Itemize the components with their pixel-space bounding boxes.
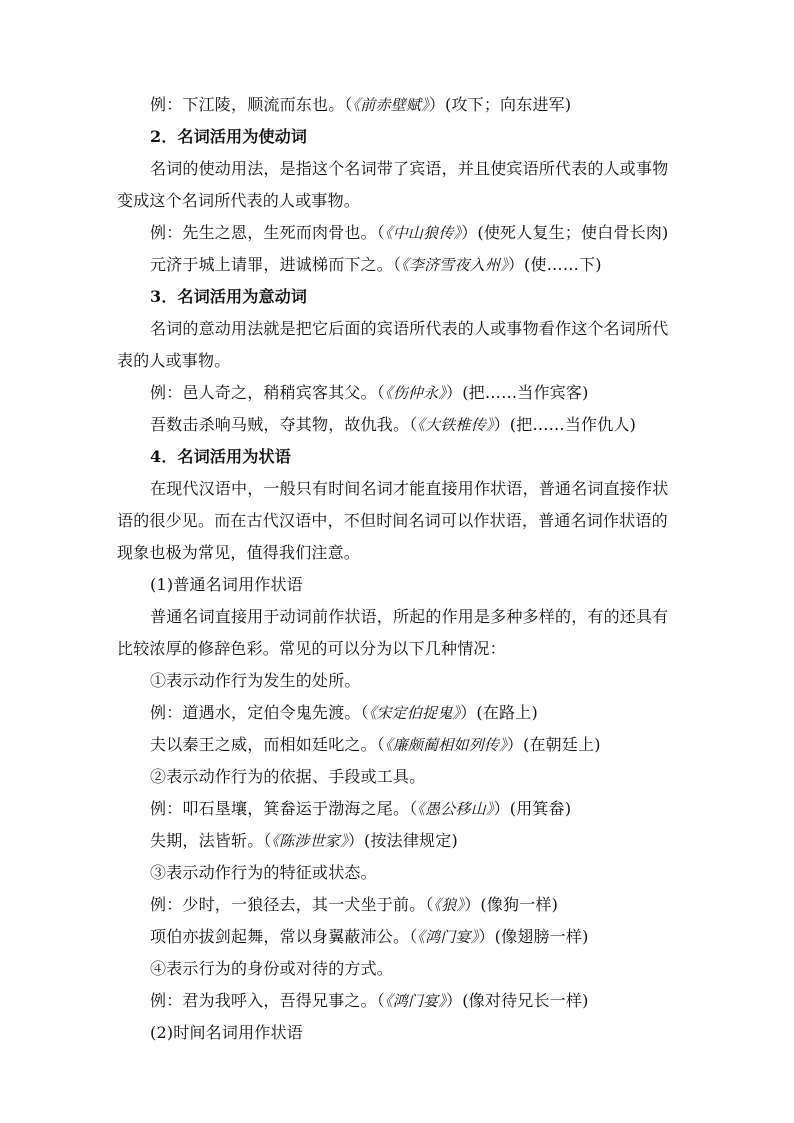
example-line: 元济于城上请罪，进诚梯而下之。（《李济雪夜入州》）(使……下) xyxy=(150,255,602,274)
example-line: 夫以秦王之威，而相如廷叱之。（《廉颇蔺相如列传》）(在朝廷上) xyxy=(150,735,601,754)
paragraph-line: 在现代汉语中，一般只有时间名词才能直接用作状语，普通名词直接作状 xyxy=(150,479,669,498)
book-title: 《狼》 xyxy=(433,896,465,914)
book-title: 《中山狼传》 xyxy=(385,224,462,242)
book-title: 《陈涉世家》 xyxy=(271,832,348,850)
example-line: 例：道遇水，定伯令鬼先渡。（《宋定伯捉鬼》）(在路上) xyxy=(150,703,538,722)
example-line: 例：少时，一狼径去，其一犬坐于前。（《狼》）(像狗一样) xyxy=(150,895,559,914)
book-title: 《前赤壁赋》 xyxy=(352,96,429,114)
example-line: 例：君为我呼入，吾得兄事之。（《鸿门宴》）(像对待兄长一样) xyxy=(150,991,589,1010)
book-title: 《愚公移山》 xyxy=(417,800,494,818)
paragraph-line: 名词的意动用法就是把它后面的宾语所代表的人或事物看作这个名词所代 xyxy=(150,319,669,338)
book-title: 《伤仲永》 xyxy=(385,384,447,402)
item-line: ③表示动作行为的特征或状态。 xyxy=(150,863,377,882)
book-title: 《李济雪夜入州》 xyxy=(401,256,508,274)
example-line: 例：下江陵，顺流而东也。（《前赤壁赋》）(攻下；向东进军) xyxy=(150,95,572,114)
example-line: 项伯亦拔剑起舞，常以身翼蔽沛公。（《鸿门宴》）(像翅膀一样) xyxy=(150,927,589,946)
paragraph-line: 比较浓厚的修辞色彩。常见的可以分为以下几种情况： xyxy=(117,639,506,658)
paragraph-line: 表的人或事物。 xyxy=(117,351,231,370)
example-line: 吾数击杀响马贼，夺其物，故仇我。（《大铁椎传》）(把……当作仇人) xyxy=(150,415,637,434)
item-line: ②表示动作行为的依据、手段或工具。 xyxy=(150,767,426,786)
example-line: 例：邑人奇之，稍稍宾客其父。（《伤仲永》）(把……当作宾客) xyxy=(150,383,589,402)
book-title: 《宋定伯捉鬼》 xyxy=(368,704,461,722)
item-line: ①表示动作行为发生的处所。 xyxy=(150,671,361,690)
book-title: 《鸿门宴》 xyxy=(417,928,479,946)
section-heading: 4．名词活用为状语 xyxy=(150,447,291,466)
paragraph-line: 变成这个名词所代表的人或事物。 xyxy=(117,191,361,210)
paragraph-line: 现象也极为常见，值得我们注意。 xyxy=(117,543,361,562)
subheading-line: (1)普通名词用作状语 xyxy=(150,575,303,594)
section-heading: 2．名词活用为使动词 xyxy=(150,127,308,146)
example-line: 例：先生之恩，生死而肉骨也。（《中山狼传》）(使死人复生；使白骨长肉) xyxy=(150,223,669,242)
paragraph-line: 普通名词直接用于动词前作状语，所起的作用是多种多样的，有的还具有 xyxy=(150,607,669,626)
example-line: 失期，法皆斩。（《陈涉世家》）(按法律规定) xyxy=(150,831,458,850)
paragraph-line: 语的很少见。而在古代汉语中，不但时间名词可以作状语，普通名词作状语的 xyxy=(117,511,668,530)
subheading-line: (2)时间名词用作状语 xyxy=(150,1023,303,1042)
paragraph-line: 名词的使动用法，是指这个名词带了宾语，并且使宾语所代表的人或事物 xyxy=(150,159,669,178)
book-title: 《鸿门宴》 xyxy=(385,992,447,1010)
section-heading: 3．名词活用为意动词 xyxy=(150,287,308,306)
book-title: 《廉颇蔺相如列传》 xyxy=(385,736,507,754)
item-line: ④表示行为的身份或对待的方式。 xyxy=(150,959,394,978)
example-line: 例：叩石垦壤，箕畚运于渤海之尾。（《愚公移山》）(用箕畚) xyxy=(150,799,572,818)
book-title: 《大铁椎传》 xyxy=(417,416,494,434)
